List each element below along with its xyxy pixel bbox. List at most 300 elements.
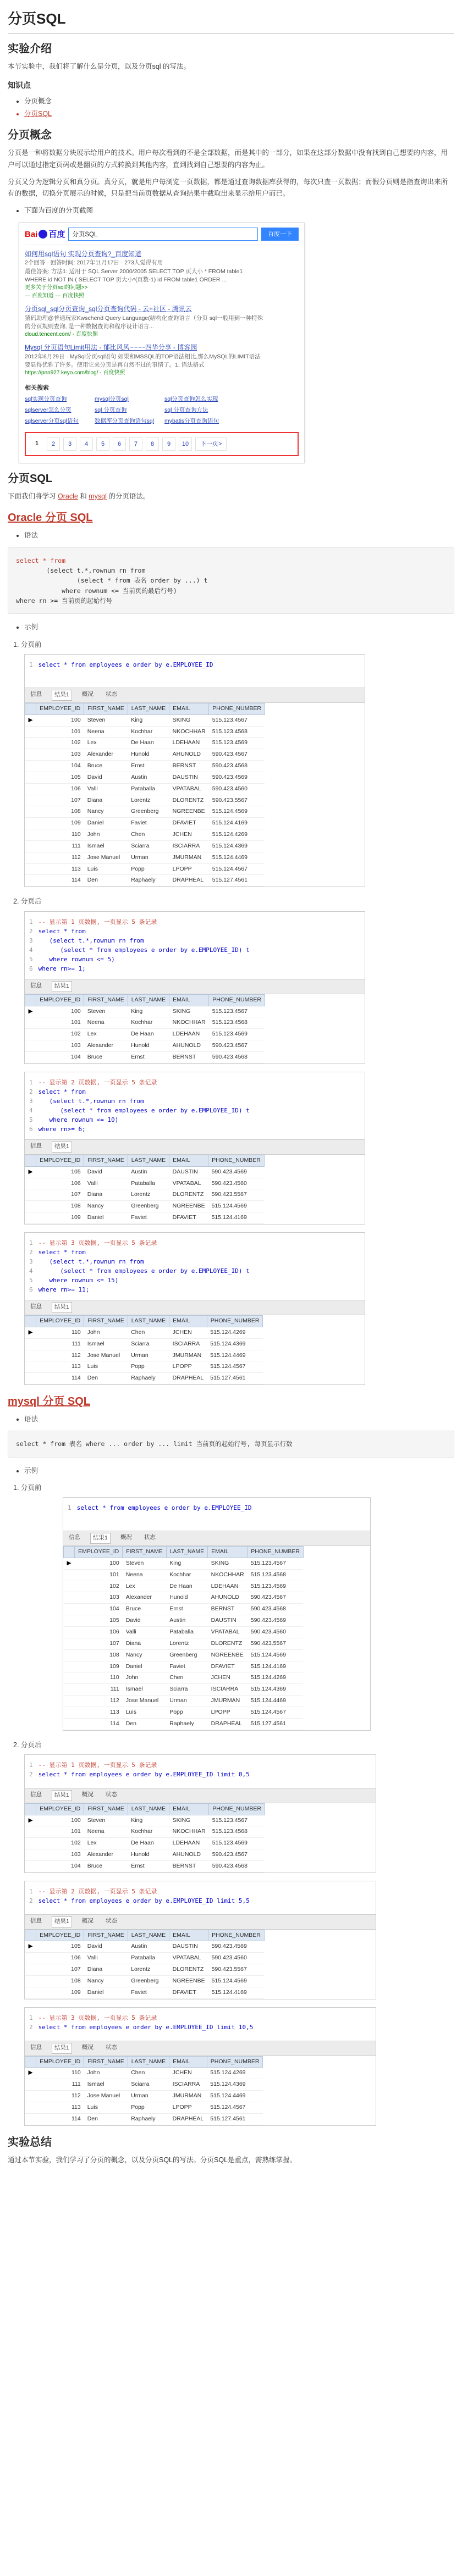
table-cell: King: [128, 1006, 169, 1017]
line-number: 1: [29, 1239, 33, 1247]
tab-status[interactable]: 状态: [105, 1791, 117, 1798]
table-cell: Nancy: [84, 1975, 128, 1987]
table-cell: Diana: [84, 1189, 128, 1201]
table-row[interactable]: [25, 1838, 265, 1849]
result-tabs: [25, 1139, 365, 1155]
table-cell: Daniel: [123, 1661, 167, 1672]
table-cell: 515.124.4169: [209, 818, 265, 829]
sql-editor: [24, 1072, 365, 1225]
table-row[interactable]: [64, 1672, 304, 1684]
table-cell: Austin: [166, 1615, 207, 1627]
table-cell: 515.124.4169: [248, 1661, 304, 1672]
table-cell: 110: [36, 1327, 84, 1338]
table-cell: Chen: [128, 829, 169, 841]
table-row[interactable]: [25, 761, 265, 772]
table-cell: DAUSTIN: [169, 1166, 208, 1178]
table-cell: 111: [36, 1338, 84, 1350]
table-cell: JMURMAN: [169, 852, 209, 863]
column-header[interactable]: PHONE_NUMBER: [208, 1155, 265, 1166]
tab-info[interactable]: 信息: [30, 1917, 42, 1924]
row-marker: [25, 783, 36, 795]
column-header[interactable]: LAST_NAME: [128, 1930, 169, 1941]
table-row[interactable]: [25, 1860, 265, 1872]
related-link[interactable]: mysql分页sql: [95, 396, 129, 403]
table-row[interactable]: [25, 726, 265, 738]
tab-result[interactable]: 结果1: [52, 690, 72, 701]
table-row[interactable]: [25, 806, 265, 818]
table-cell: Steven: [84, 1006, 128, 1017]
table-row[interactable]: [25, 829, 265, 841]
row-marker: [25, 726, 36, 738]
table-row[interactable]: [25, 2079, 263, 2091]
table-cell: Neena: [84, 1017, 128, 1029]
table-cell: DRAPHEAL: [169, 875, 209, 887]
table-cell: 515.124.4369: [248, 1684, 304, 1696]
table-cell: 515.123.4568: [209, 726, 265, 738]
table-row[interactable]: [25, 1327, 263, 1338]
table-cell: VPATABAL: [169, 783, 209, 795]
table-cell: 104: [36, 761, 84, 772]
kp-item[interactable]: • 分页SQL: [24, 108, 454, 120]
table-row[interactable]: [25, 2068, 263, 2079]
tab-overview[interactable]: 概况: [81, 1791, 94, 1798]
tab-info[interactable]: 信息: [30, 1791, 42, 1798]
table-cell: 106: [36, 783, 84, 795]
table-row[interactable]: [64, 1661, 304, 1672]
tab-info[interactable]: 信息: [30, 1303, 42, 1310]
column-header[interactable]: LAST_NAME: [128, 1316, 169, 1327]
oracle-link[interactable]: Oracle: [57, 492, 78, 501]
table-row[interactable]: [25, 783, 265, 795]
table-cell: David: [123, 1615, 167, 1627]
page-link[interactable]: 10: [179, 437, 192, 451]
table-row[interactable]: [25, 840, 265, 852]
tab-result[interactable]: 结果1: [52, 1916, 72, 1927]
table-cell: SKING: [169, 1006, 209, 1017]
table-cell: 515.123.4567: [248, 1558, 304, 1569]
tab-result[interactable]: 结果1: [52, 2043, 72, 2054]
tab-status[interactable]: 状态: [105, 1917, 117, 1924]
table-cell: 114: [75, 1718, 123, 1730]
column-header[interactable]: LAST_NAME: [128, 1155, 169, 1166]
tab-result[interactable]: 结果1: [90, 1533, 111, 1544]
table-cell: LDEHAAN: [169, 1838, 209, 1849]
row-marker: [25, 1361, 36, 1373]
result-grid: [25, 703, 365, 887]
table-row[interactable]: [25, 1964, 265, 1976]
table-cell: John: [84, 2068, 128, 2079]
title-divider: [8, 33, 454, 34]
row-marker: [64, 1684, 75, 1696]
table-cell: LPOPP: [169, 1361, 207, 1373]
table-cell: 107: [75, 1638, 123, 1649]
table-cell: 106: [36, 1953, 84, 1964]
table-row[interactable]: [64, 1718, 304, 1730]
table-cell: 590.423.5567: [208, 1964, 265, 1976]
column-header[interactable]: FIRST_NAME: [84, 2056, 128, 2068]
column-header[interactable]: EMAIL: [169, 1316, 207, 1327]
row-marker: [64, 1638, 75, 1649]
table-cell: 103: [75, 1592, 123, 1604]
column-header[interactable]: LAST_NAME: [128, 994, 169, 1006]
result-url[interactable]: https://pnn927.keyo.com/blog/ - 百度快照: [25, 370, 125, 376]
column-header[interactable]: PHONE_NUMBER: [209, 994, 265, 1006]
table-cell: Nancy: [84, 1201, 128, 1212]
column-header[interactable]: FIRST_NAME: [123, 1547, 167, 1558]
table-row[interactable]: [25, 1212, 265, 1224]
page-link[interactable]: 4: [80, 437, 93, 451]
table-row[interactable]: [25, 795, 265, 806]
sql-editor-text[interactable]: 1 select * from employees e order by e.EMPLOYEE_ID: [68, 1504, 252, 1512]
line-number: 1: [29, 1078, 33, 1086]
table-row[interactable]: [64, 1627, 304, 1638]
table-cell: Nancy: [123, 1649, 167, 1661]
row-marker: [25, 1964, 36, 1976]
related-link[interactable]: sqlserver怎么分页: [25, 407, 72, 414]
tab-result[interactable]: 结果1: [52, 1302, 72, 1313]
table-row[interactable]: [25, 2091, 263, 2102]
row-marker: [25, 875, 36, 887]
table-cell: 515.127.4561: [207, 1373, 263, 1384]
table-row[interactable]: [64, 1638, 304, 1649]
code-line: (select t.*,rownum rn from: [38, 1097, 144, 1105]
tab-result[interactable]: 结果1: [52, 1790, 72, 1801]
table-cell: 515.124.4169: [208, 1212, 265, 1224]
table-cell: Raphaely: [166, 1718, 207, 1730]
table-row[interactable]: [25, 2113, 263, 2125]
table-row[interactable]: [25, 1373, 263, 1384]
table-row[interactable]: [64, 1604, 304, 1615]
table-cell: 590.423.4569: [208, 1166, 265, 1178]
row-marker: [25, 2079, 36, 2091]
row-marker: [64, 1615, 75, 1627]
column-header[interactable]: EMPLOYEE_ID: [36, 703, 84, 714]
table-cell: David: [84, 772, 128, 783]
table-cell: 109: [36, 1212, 84, 1224]
table-cell: King: [128, 714, 169, 726]
table-cell: 515.123.4569: [248, 1581, 304, 1592]
table-cell: Alexander: [84, 749, 128, 761]
table-row[interactable]: [64, 1684, 304, 1696]
table-row[interactable]: [25, 1189, 265, 1201]
row-marker-header: [25, 2056, 36, 2068]
table-cell: 105: [36, 1941, 84, 1953]
tab-overview[interactable]: 概况: [81, 690, 94, 697]
table-cell: 100: [36, 714, 84, 726]
table-cell: 590.423.4560: [209, 783, 265, 795]
table-cell: JCHEN: [208, 1672, 248, 1684]
column-header[interactable]: LAST_NAME: [128, 703, 169, 714]
row-marker: [64, 1696, 75, 1707]
tab-result[interactable]: 结果1: [52, 981, 72, 992]
table-row[interactable]: [25, 1051, 265, 1063]
row-marker: [64, 1581, 75, 1592]
sql-editor-text[interactable]: [25, 1881, 376, 1914]
column-header[interactable]: EMPLOYEE_ID: [36, 2056, 84, 2068]
table-cell: AHUNOLD: [208, 1592, 248, 1604]
table-row[interactable]: [25, 1941, 265, 1953]
column-header[interactable]: LAST_NAME: [128, 2056, 169, 2068]
step-label: 2. 分页后: [13, 898, 42, 906]
table-row[interactable]: [25, 875, 265, 887]
table-row[interactable]: [25, 1987, 265, 1998]
sql-intro: 下面我们将学习 Oracle 和 mysql 的分页语法。: [8, 492, 150, 501]
table-cell: 590.423.4560: [248, 1627, 304, 1638]
related-link[interactable]: sql分页查询怎么实现: [164, 396, 218, 403]
row-marker: ▶: [25, 1941, 36, 1953]
table-row[interactable]: [25, 1849, 265, 1861]
tab-overview[interactable]: 概况: [81, 2043, 94, 2051]
table-row[interactable]: [64, 1615, 304, 1627]
result-title[interactable]: 分页sql_sql分页查询_sql分页查询代码 - 云+社区 - 腾讯云: [25, 305, 192, 313]
row-marker: [25, 761, 36, 772]
table-cell: DLORENTZ: [169, 1189, 208, 1201]
tab-result[interactable]: 结果1: [52, 1142, 72, 1153]
result-table: [25, 2056, 263, 2125]
table-cell: Austin: [128, 772, 169, 783]
table-row[interactable]: [64, 1696, 304, 1707]
page-link[interactable]: 2: [47, 437, 60, 451]
table-cell: JCHEN: [169, 829, 209, 841]
table-cell: Faviet: [128, 1987, 169, 1998]
code-line: -- 显示第 3 页数据, 一页显示 5 条记录: [38, 1239, 157, 1247]
row-marker: [25, 1029, 36, 1040]
table-row[interactable]: [25, 1975, 265, 1987]
tab-status[interactable]: 状态: [105, 690, 117, 697]
line-number: 5: [29, 1116, 33, 1123]
table-cell: Bruce: [84, 761, 128, 772]
table-cell: 515.124.4269: [207, 1327, 263, 1338]
result-table: [25, 994, 265, 1063]
page-link[interactable]: 6: [113, 437, 126, 451]
table-row[interactable]: [25, 1040, 265, 1052]
code-line: select * from: [38, 927, 86, 935]
tab-info[interactable]: 信息: [30, 690, 42, 697]
table-row[interactable]: [25, 852, 265, 863]
column-header[interactable]: FIRST_NAME: [84, 1803, 128, 1815]
table-row[interactable]: [25, 1201, 265, 1212]
column-header[interactable]: PHONE_NUMBER: [208, 1930, 265, 1941]
row-marker-header: [25, 1316, 36, 1327]
line-number: 3: [29, 937, 33, 944]
code-line: (select t.*,rownum rn from: [38, 1258, 144, 1266]
table-cell: SKING: [208, 1558, 248, 1569]
column-header[interactable]: PHONE_NUMBER: [207, 1316, 263, 1327]
result-grid: [25, 1155, 365, 1224]
table-cell: Jose Manuel: [123, 1696, 167, 1707]
line-number: 6: [29, 965, 33, 972]
table-cell: Greenberg: [128, 806, 169, 818]
table-cell: 515.124.4469: [209, 852, 265, 863]
table-row[interactable]: [64, 1569, 304, 1581]
table-cell: Daniel: [84, 1987, 128, 1998]
table-cell: Chen: [128, 2068, 169, 2079]
table-row[interactable]: [25, 1350, 263, 1361]
table-cell: 515.124.4369: [207, 1338, 263, 1350]
table-cell: Daniel: [84, 818, 128, 829]
table-row[interactable]: [25, 1826, 265, 1838]
result-title[interactable]: Mysql 分页语句Limit用法 - 郁比风风~~~~四华分享 - 博客园: [25, 344, 197, 352]
column-header[interactable]: EMPLOYEE_ID: [36, 994, 84, 1006]
kp-list: [24, 96, 454, 120]
table-cell: ISCIARRA: [169, 840, 209, 852]
table-row[interactable]: [25, 2102, 263, 2113]
table-cell: 515.123.4568: [209, 1017, 265, 1029]
table-row[interactable]: [25, 772, 265, 783]
tab-info[interactable]: 信息: [30, 1143, 42, 1150]
related-link[interactable]: 数据库分页查询语句sql: [95, 418, 154, 425]
table-row[interactable]: [25, 714, 265, 726]
tab-status[interactable]: 状态: [105, 2043, 117, 2051]
column-header[interactable]: EMPLOYEE_ID: [36, 1803, 84, 1815]
page-title: 分页SQL: [8, 10, 66, 27]
row-marker: [25, 1838, 36, 1849]
column-header[interactable]: FIRST_NAME: [84, 703, 128, 714]
tab-overview[interactable]: 概况: [81, 1917, 94, 1924]
page-link[interactable]: 3: [63, 437, 76, 451]
table-cell: BERNST: [169, 1051, 209, 1063]
sql-editor-text[interactable]: [25, 912, 365, 979]
row-marker: ▶: [64, 1558, 75, 1569]
table-row[interactable]: [25, 1029, 265, 1040]
table-cell: 112: [75, 1696, 123, 1707]
table-cell: 515.127.4561: [209, 875, 265, 887]
table-row[interactable]: [64, 1592, 304, 1604]
column-header[interactable]: PHONE_NUMBER: [207, 2056, 263, 2068]
table-row[interactable]: [64, 1707, 304, 1718]
sql-editor-text[interactable]: [25, 1072, 365, 1139]
concept-heading: 分页概念: [8, 129, 52, 142]
table-row[interactable]: [64, 1581, 304, 1592]
table-row[interactable]: [25, 818, 265, 829]
table-row[interactable]: [25, 749, 265, 761]
table-cell: DLORENTZ: [169, 1964, 208, 1976]
mysql-example-label: • 示例: [24, 1465, 454, 1477]
table-cell: 109: [36, 818, 84, 829]
table-cell: NKOCHHAR: [208, 1569, 248, 1581]
table-row[interactable]: [25, 1815, 265, 1826]
column-header[interactable]: EMPLOYEE_ID: [36, 1316, 84, 1327]
table-row[interactable]: [25, 1178, 265, 1189]
sql-editor-text[interactable]: [25, 1233, 365, 1300]
tab-info[interactable]: 信息: [30, 982, 42, 989]
code-line: -- 显示第 1 页数据, 一页显示 5 条记录: [38, 918, 157, 926]
result-url[interactable]: — 百度知道 — 百度快照: [25, 292, 85, 299]
next-page-link[interactable]: 下一页>: [195, 437, 227, 451]
table-cell: Urman: [166, 1696, 207, 1707]
column-header[interactable]: FIRST_NAME: [84, 994, 128, 1006]
page-link[interactable]: 5: [96, 437, 109, 451]
table-cell: 515.124.4569: [248, 1649, 304, 1661]
tab-info[interactable]: 信息: [69, 1534, 80, 1541]
row-marker: [25, 749, 36, 761]
baidu-search-input[interactable]: 分页SQL: [68, 228, 258, 241]
tab-overview[interactable]: 概况: [120, 1534, 132, 1541]
related-link[interactable]: sql 分页查询方法: [164, 407, 208, 414]
code-line: select * from employees e order by e.EMPLOYEE_ID limit 5,5: [38, 1897, 250, 1904]
result-snippet: 要显得优雅了许多。使用它来分页是再自然不过的事情了。1. 语法格式: [25, 362, 205, 369]
table-row[interactable]: [25, 863, 265, 875]
table-row[interactable]: [25, 1953, 265, 1964]
page-link[interactable]: 9: [162, 437, 175, 451]
table-row[interactable]: [25, 738, 265, 749]
page-link[interactable]: 8: [146, 437, 159, 451]
related-link[interactable]: sql 分页查询: [95, 407, 127, 414]
table-cell: DRAPHEAL: [169, 1373, 207, 1384]
table-cell: 515.127.4561: [248, 1718, 304, 1730]
sql-editor: [24, 1754, 376, 1873]
related-link[interactable]: sqlserver分页sql语句: [25, 418, 79, 425]
tab-info[interactable]: 信息: [30, 2043, 42, 2051]
result-table: [25, 1315, 263, 1384]
table-row[interactable]: [25, 1338, 263, 1350]
sql-editor-text[interactable]: [25, 1755, 376, 1788]
column-header[interactable]: EMPLOYEE_ID: [36, 1155, 84, 1166]
column-header[interactable]: LAST_NAME: [128, 1803, 169, 1815]
result-url[interactable]: cloud.tencent.com/ - 百度快照: [25, 331, 98, 337]
table-cell: 101: [36, 1017, 84, 1029]
table-row[interactable]: [25, 1361, 263, 1373]
column-header[interactable]: EMPLOYEE_ID: [36, 1930, 84, 1941]
table-cell: 515.124.4569: [209, 806, 265, 818]
column-header[interactable]: LAST_NAME: [166, 1547, 207, 1558]
related-link[interactable]: mybatis分页查询语句: [164, 418, 219, 425]
mysql-link[interactable]: mysql: [89, 492, 107, 501]
column-header[interactable]: EMAIL: [169, 2056, 207, 2068]
table-cell: Alexander: [123, 1592, 167, 1604]
table-row[interactable]: [25, 1166, 265, 1178]
sql-editor-text[interactable]: [25, 2008, 376, 2041]
column-header[interactable]: EMAIL: [169, 1930, 208, 1941]
table-cell: AHUNOLD: [169, 1040, 209, 1052]
table-row[interactable]: [64, 1558, 304, 1569]
column-header[interactable]: EMAIL: [169, 994, 209, 1006]
column-header[interactable]: EMAIL: [169, 703, 209, 714]
table-cell: 515.124.4469: [207, 1350, 263, 1361]
table-cell: 590.423.4568: [248, 1604, 304, 1615]
column-header[interactable]: EMAIL: [169, 1155, 208, 1166]
table-row[interactable]: [25, 1006, 265, 1017]
result-more[interactable]: 更多关于分页sql的问题>>: [25, 285, 88, 291]
table-row[interactable]: [25, 1017, 265, 1029]
baidu-search-button[interactable]: 百度一下: [261, 228, 299, 241]
column-header[interactable]: EMAIL: [208, 1547, 248, 1558]
line-number: 4: [29, 1106, 33, 1114]
search-result: [25, 250, 299, 300]
column-header[interactable]: FIRST_NAME: [84, 1316, 128, 1327]
column-header[interactable]: PHONE_NUMBER: [209, 703, 265, 714]
result-grid: [25, 1315, 365, 1384]
column-header[interactable]: PHONE_NUMBER: [209, 1803, 265, 1815]
page-link[interactable]: 7: [129, 437, 142, 451]
tab-status[interactable]: 状态: [144, 1534, 156, 1541]
row-marker: ▶: [25, 1327, 36, 1338]
table-cell: Sciarra: [128, 2079, 169, 2091]
column-header[interactable]: FIRST_NAME: [84, 1930, 128, 1941]
table-row[interactable]: [64, 1649, 304, 1661]
table-cell: Popp: [128, 2102, 169, 2113]
table-cell: Sciarra: [166, 1684, 207, 1696]
column-header[interactable]: EMAIL: [169, 1803, 209, 1815]
column-header[interactable]: FIRST_NAME: [84, 1155, 128, 1166]
table-cell: Pataballa: [128, 1953, 169, 1964]
table-cell: ISCIARRA: [208, 1684, 248, 1696]
related-link[interactable]: sql实现分页查询: [25, 396, 67, 403]
column-header[interactable]: PHONE_NUMBER: [248, 1547, 304, 1558]
sql-editor-text[interactable]: 1 select * from employees e order by e.EMPLOYEE_ID: [29, 661, 213, 668]
column-header[interactable]: EMPLOYEE_ID: [75, 1547, 123, 1558]
result-title[interactable]: 如何用sql语句 实现分页查询?_百度知道: [25, 250, 142, 258]
